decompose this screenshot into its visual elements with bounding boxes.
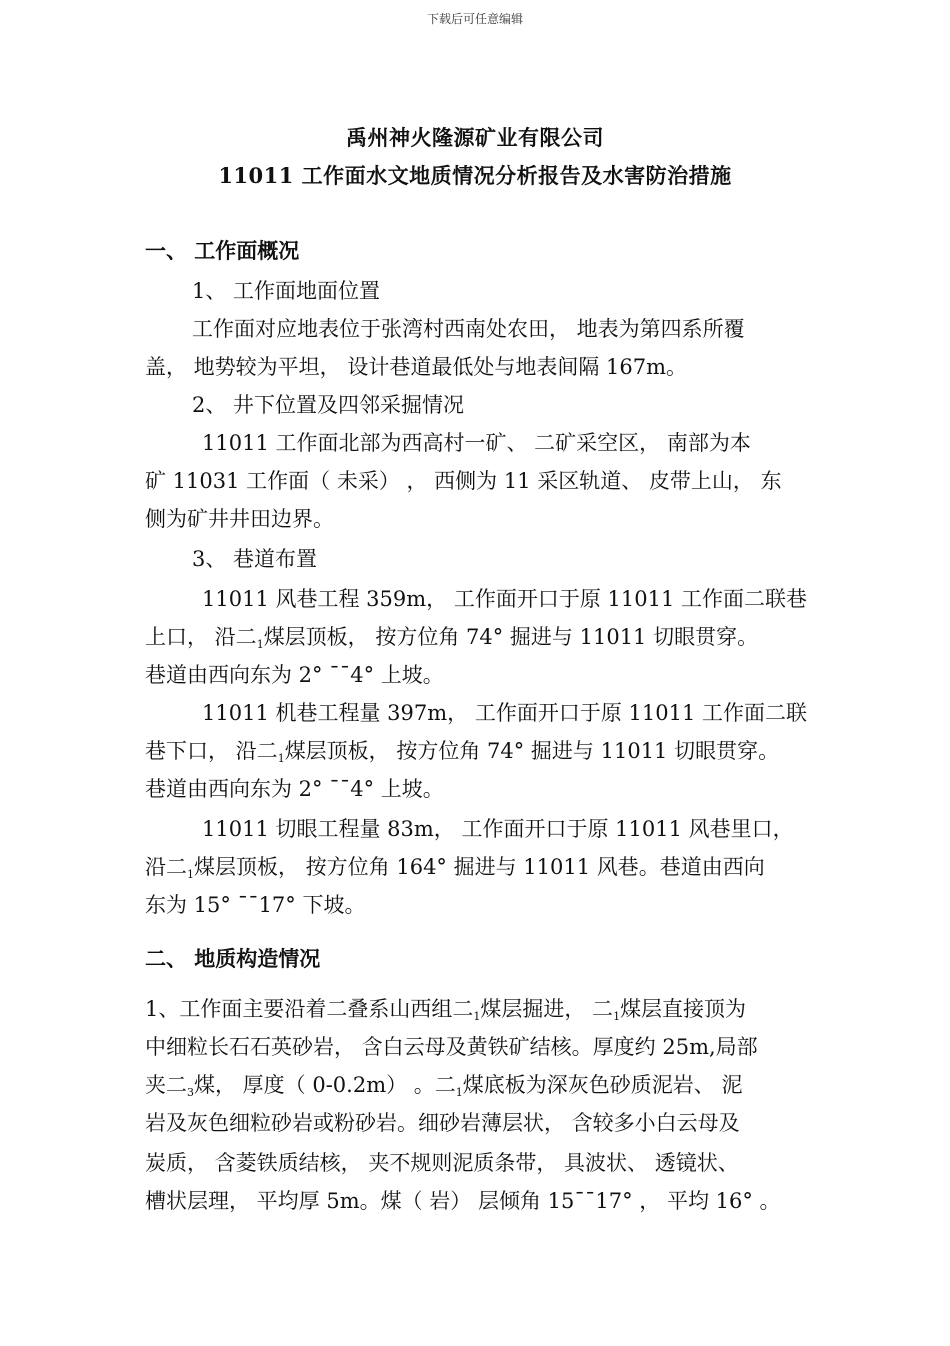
section-2-heading: 二、 地质构造情况 [145,946,321,971]
paragraph-line: 岩及灰色细粒砂岩或粉砂岩。细砂岩薄层状， 含较多小白云母及 [145,1111,740,1135]
document-subtitle: 11011 工作面水文地质情况分析报告及水害防治措施 [218,163,732,188]
paragraph-line: 11011 工作面北部为西高村一矿、 二矿采空区， 南部为本 [202,431,751,455]
paragraph-line: 夹二3煤， 厚度（ 0-0.2m） 。二1煤底板为深灰色砂质泥岩、 泥 [145,1073,743,1099]
paragraph-line: 巷下口， 沿二1煤层顶板， 按方位角 74° 掘进与 11011 切眼贯穿。 [145,739,780,765]
section-1-heading: 一、 工作面概况 [145,238,300,263]
paragraph-line: 11011 机巷工程量 397m， 工作面开口于原 11011 工作面二联 [202,701,807,725]
paragraph-line: 巷道由西向东为 2° ¯¯4° 上坡。 [145,777,444,801]
paragraph-line: 侧为矿井井田边界。 [145,507,334,531]
paragraph-line: 上口， 沿二1煤层顶板， 按方位角 74° 掘进与 11011 切眼贯穿。 [145,625,759,651]
paragraph-line: 矿 11031 工作面（ 未采） ， 西侧为 11 采区轨道、 皮带上山， 东 [145,469,782,493]
item-1-heading: 1、 工作面地面位置 [192,279,381,303]
paragraph-line: 工作面对应地表位于张湾村西南处农田， 地表为第四系所覆 [192,317,745,341]
paragraph-line: 沿二1煤层顶板， 按方位角 164° 掘进与 11011 风巷。巷道由西向 [145,855,765,881]
paragraph-line: 11011 切眼工程量 83m， 工作面开口于原 11011 风巷里口， [202,817,794,841]
item-2-heading: 2、 井下位置及四邻采掘情况 [192,393,465,417]
paragraph-line: 1、工作面主要沿着二叠系山西组二1煤层掘进， 二1煤层直接顶为 [145,997,747,1023]
paragraph-line: 巷道由西向东为 2° ¯¯4° 上坡。 [145,663,444,687]
paragraph-line: 盖， 地势较为平坦， 设计巷道最低处与地表间隔 167m。 [145,355,688,379]
page-header: 下载后可任意编辑 [426,12,523,26]
paragraph-line: 槽状层理， 平均厚 5m。煤（ 岩） 层倾角 15¯¯17° ， 平均 16° 。 [145,1189,781,1213]
paragraph-line: 炭质， 含菱铁质结核， 夹不规则泥质条带， 具波状、 透镜状、 [145,1151,739,1175]
document-title: 禹州神火隆源矿业有限公司 [346,125,604,150]
item-3-heading: 3、 巷道布置 [192,547,318,571]
paragraph-line: 中细粒长石石英砂岩， 含白云母及黄铁矿结核。厚度约 25m,局部 [145,1035,758,1059]
paragraph-line: 11011 风巷工程 359m， 工作面开口于原 11011 工作面二联巷 [202,587,807,611]
paragraph-line: 东为 15° ¯¯17° 下坡。 [145,893,366,917]
